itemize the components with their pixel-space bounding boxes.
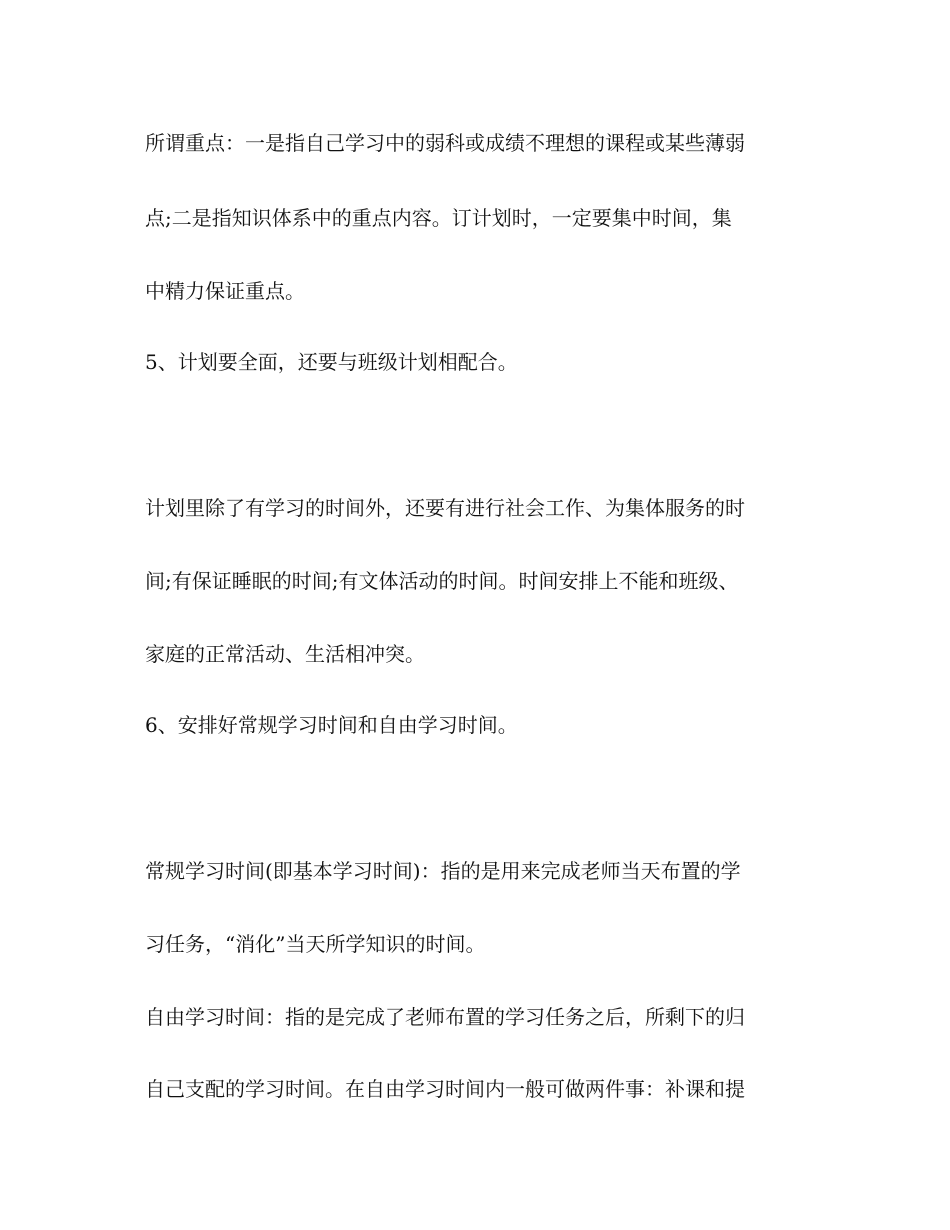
text-line: 家庭的正常活动、生活相冲突。 (145, 642, 425, 666)
section-heading-5: 5、计划要全面，还要与班级计划相配合。 (145, 350, 518, 374)
text-line: 习任务，“消化”当天所学知识的时间。 (145, 932, 486, 956)
text-line: 自己支配的学习时间。在自由学习时间内一般可做两件事：补课和提 (145, 1077, 745, 1101)
text-line: 中精力保证重点。 (145, 279, 305, 303)
text-line: 间;有保证睡眠的时间;有文体活动的时间。时间安排上不能和班级、 (145, 569, 739, 593)
text-line: 计划里除了有学习的时间外，还要有进行社会工作、为集体服务的时 (145, 496, 745, 520)
text-line: 自由学习时间：指的是完成了老师布置的学习任务之后，所剩下的归 (145, 1005, 745, 1029)
text-line: 所谓重点：一是指自己学习中的弱科或成绩不理想的课程或某些薄弱 (145, 131, 745, 155)
text-line: 常规学习时间(即基本学习时间)：指的是用来完成老师当天布置的学 (145, 859, 741, 883)
text-line: 点;二是指知识体系中的重点内容。订计划时，一定要集中时间，集 (145, 206, 732, 230)
section-heading-6: 6、安排好常规学习时间和自由学习时间。 (145, 713, 518, 737)
